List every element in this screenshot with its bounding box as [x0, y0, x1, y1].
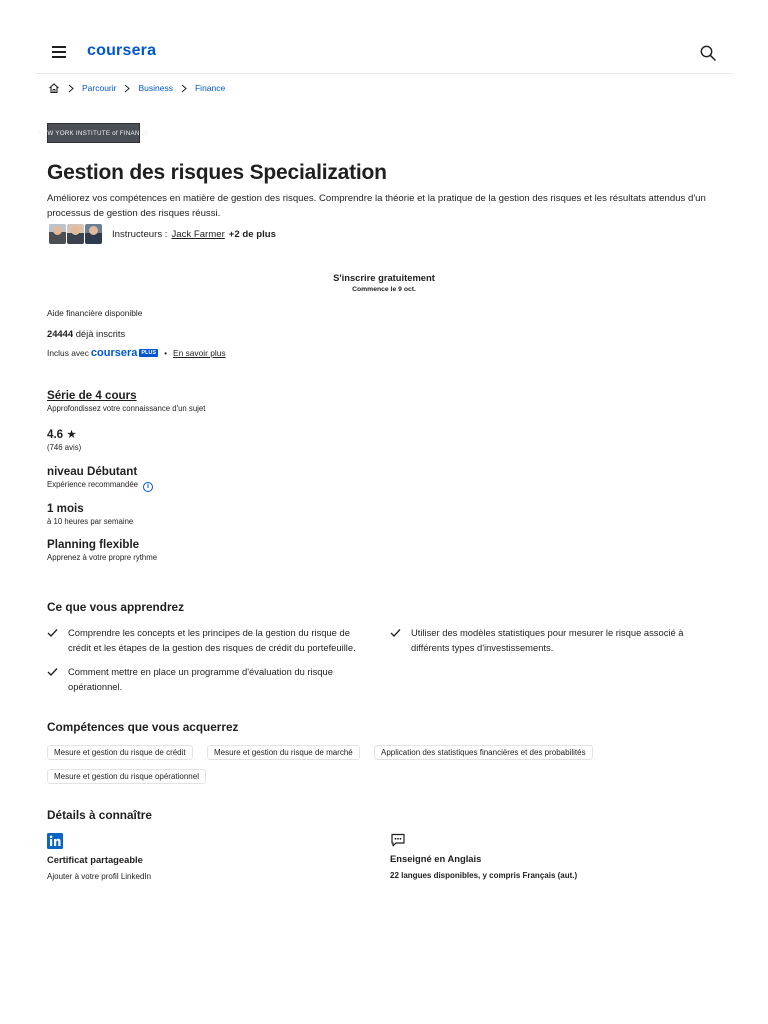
coursera-logo[interactable]: coursera	[87, 42, 157, 59]
included-with-label: Inclus avec	[47, 348, 89, 358]
series-sub: Approfondissez votre connaissance d'un sujet	[47, 404, 206, 413]
series-stat	[47, 389, 205, 413]
top-navigation-bar	[36, 36, 733, 74]
plus-badge: PLUS	[141, 350, 157, 356]
schedule-title: Planning flexible	[47, 538, 140, 551]
learn-heading: Ce que vous apprendrez	[47, 600, 185, 614]
breadcrumb-parcourir[interactable]: Parcourir	[82, 83, 117, 93]
breadcrumb-finance[interactable]: Finance	[194, 83, 226, 93]
check-icon	[390, 628, 401, 638]
avatar	[49, 224, 66, 244]
instructor-link[interactable]: Jack Farmer	[171, 228, 225, 240]
enroll-label: S'inscrire gratuitement	[333, 272, 435, 283]
financial-aid-text: Aide financière disponible	[47, 308, 143, 318]
instructors-row	[49, 224, 276, 244]
learn-more-link[interactable]: En savoir plus	[173, 348, 226, 358]
linkedin-icon	[47, 833, 63, 849]
check-icon	[47, 667, 58, 677]
schedule-sub: Apprenez à votre propre rythme	[47, 553, 158, 562]
search-icon[interactable]	[699, 44, 717, 62]
enroll-button[interactable]	[284, 272, 484, 293]
duration-title: 1 mois	[47, 502, 84, 515]
language-sub: 22 langues disponibles, y compris Français (aut.)	[390, 871, 578, 880]
coursera-plus-row	[47, 347, 226, 359]
skills-heading: Compétences que vous acquerrez	[47, 720, 239, 734]
schedule-stat	[47, 538, 157, 562]
learn-item-text: Utiliser des modèles statistiques pour mesurer le risque associé à différents types d'investissements.	[411, 627, 684, 653]
chevron-right-icon	[68, 84, 74, 93]
details-heading: Détails à connaître	[47, 808, 152, 822]
skill-tag[interactable]: Application des statistiques financières et des probabilités	[374, 745, 593, 760]
instructors-label: Instructeurs :	[112, 228, 168, 240]
breadcrumb	[48, 81, 225, 95]
learn-item	[390, 626, 710, 655]
skill-tag[interactable]: Mesure et gestion du risque de crédit	[47, 745, 193, 760]
avatar	[67, 224, 84, 244]
home-icon[interactable]	[48, 82, 60, 94]
enroll-start-date: Commence le 9 oct.	[352, 286, 416, 293]
certificate-sub: Ajouter à votre profil LinkedIn	[47, 872, 152, 881]
chevron-right-icon	[181, 84, 187, 93]
learn-item-text: Comment mettre en place un programme d'évaluation du risque opérationnel.	[68, 666, 333, 692]
hamburger-icon[interactable]	[52, 46, 66, 58]
page-title: Gestion des risques Specialization	[47, 161, 387, 184]
enrolled-count	[47, 328, 125, 339]
learn-item-text: Comprendre les concepts et les principes de la gestion du risque de crédit et les étapes de la gestion des risques de crédit du portefeuille.	[68, 627, 356, 653]
level-stat	[47, 465, 153, 492]
course-description: Améliorez vos compétences en matière de gestion des risques. Comprendre la théorie et la pratique de la gestion des risques et les résultats attendus d'un processus de gestion des risques réussi.	[47, 193, 706, 219]
rating-stat	[47, 427, 81, 452]
avatar	[85, 224, 102, 244]
info-icon[interactable]: i	[143, 482, 153, 492]
series-link[interactable]: Série de 4 cours	[47, 389, 137, 402]
certificate-title: Certificat partageable	[47, 854, 143, 865]
rating-value: 4.6 ★	[47, 428, 77, 441]
level-title: niveau Débutant	[47, 465, 138, 478]
coursera-plus-logo: coursera	[90, 347, 138, 359]
breadcrumb-business[interactable]: Business	[138, 83, 173, 93]
level-sub-row	[47, 480, 153, 492]
chat-icon	[390, 832, 406, 848]
duration-stat	[47, 502, 133, 526]
learn-item	[47, 665, 367, 694]
check-icon	[47, 628, 58, 638]
partner-logo-text: NEW YORK INSTITUTE of FINANCE	[38, 129, 149, 137]
partner-logo[interactable]	[38, 123, 149, 143]
language-title: Enseigné en Anglais	[390, 853, 482, 864]
instructor-avatars	[49, 224, 103, 244]
rating-reviews: (746 avis)	[47, 443, 82, 452]
learn-item	[47, 626, 367, 655]
chevron-right-icon	[124, 84, 130, 93]
skill-tag[interactable]: Mesure et gestion du risque de marché	[207, 745, 360, 760]
separator-dot: •	[164, 348, 167, 358]
level-sub: Expérience recommandée	[47, 480, 139, 489]
enrolled-suffix: déjà inscrits	[75, 328, 126, 339]
enrolled-number: 24444	[47, 328, 74, 339]
skill-tag[interactable]: Mesure et gestion du risque opérationnel	[47, 769, 206, 784]
instructors-more[interactable]: +2 de plus	[228, 228, 276, 240]
duration-sub: à 10 heures par semaine	[47, 517, 134, 526]
